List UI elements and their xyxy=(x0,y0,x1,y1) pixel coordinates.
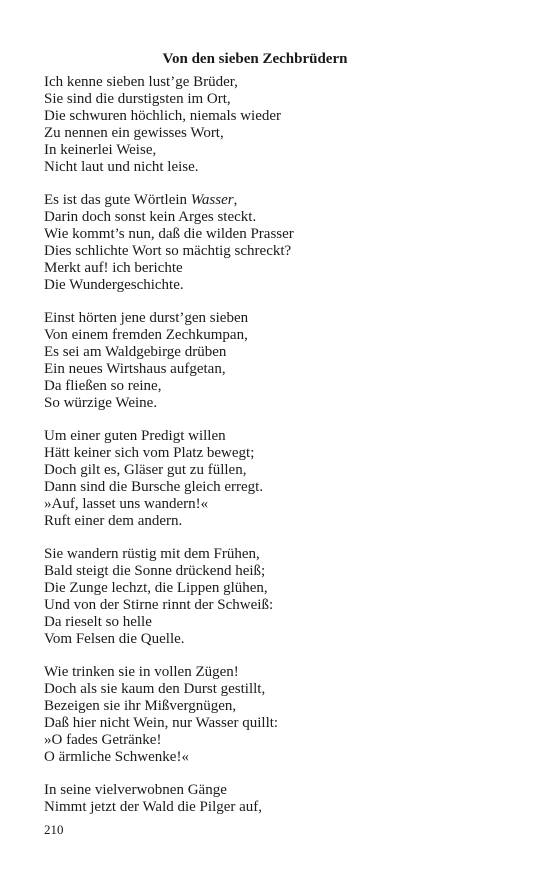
page-number: 210 xyxy=(44,822,64,837)
poem-line: Wie trinken sie in vollen Zügen! xyxy=(44,664,239,680)
poem-line: Die Zunge lechzt, die Lippen glühen, xyxy=(44,580,268,596)
poem-line: Doch gilt es, Gläser gut zu füllen, xyxy=(44,462,247,478)
poem-line: Einst hörten jene durst’gen sieben xyxy=(44,310,249,326)
poem-line: Darin doch sonst kein Arges steckt. xyxy=(44,209,257,225)
poem-line: Es sei am Waldgebirge drüben xyxy=(44,344,227,360)
poem-line: Dies schlichte Wort so mächtig schreckt? xyxy=(44,243,292,259)
poem-line: Ich kenne sieben lust’ge Brüder, xyxy=(44,74,238,90)
poem-line: Dann sind die Bursche gleich erregt. xyxy=(44,479,264,495)
poem-line: Ein neues Wirtshaus aufgetan, xyxy=(44,361,226,377)
poem-line: Hätt keiner sich vom Platz bewegt; xyxy=(44,445,255,461)
poem-line: Nicht laut und nicht leise. xyxy=(44,159,199,175)
poem-line-text: Es ist das gute Wörtlein xyxy=(44,192,191,208)
poem-line: Ruft einer dem andern. xyxy=(44,513,183,529)
poem-line: Doch als sie kaum den Durst gestillt, xyxy=(44,681,266,697)
poem-line: O ärmliche Schwenke!« xyxy=(44,749,189,765)
poem-line: Um einer guten Predigt willen xyxy=(44,428,226,444)
poem-body xyxy=(44,74,514,832)
stanza-5 xyxy=(44,546,514,648)
poem-line: Sie wandern rüstig mit dem Frühen, xyxy=(44,546,260,562)
poem-line: Da fließen so reine, xyxy=(44,378,162,394)
poem-line: Vom Felsen die Quelle. xyxy=(44,631,185,647)
poem-line: Bezeigen sie ihr Mißvergnügen, xyxy=(44,698,237,714)
poem-line: Zu nennen ein gewisses Wort, xyxy=(44,125,224,141)
stanza-7 xyxy=(44,782,514,816)
poem-line: »O fades Getränke! xyxy=(44,732,162,748)
poem-line: Und von der Stirne rinnt der Schweiß: xyxy=(44,597,274,613)
poem-line: Merkt auf! ich berichte xyxy=(44,260,183,276)
stanza-1 xyxy=(44,74,514,176)
stanza-3 xyxy=(44,310,514,412)
poem-line: Die Wundergeschichte. xyxy=(44,277,184,293)
poem-line: Die schwuren höchlich, niemals wieder xyxy=(44,108,282,124)
poem-line: Wie kommt’s nun, daß die wilden Prasser xyxy=(44,226,294,242)
poem-line-punctuation: , xyxy=(233,192,238,208)
poem-line: Daß hier nicht Wein, nur Wasser quillt: xyxy=(44,715,279,731)
poem-line xyxy=(44,192,514,209)
poem-line: In seine vielverwobnen Gänge xyxy=(44,782,227,798)
poem-line: Nimmt jetzt der Wald die Pilger auf, xyxy=(44,799,263,815)
poem-line: »Auf, lasset uns wandern!« xyxy=(44,496,209,512)
poem-line: Da rieselt so helle xyxy=(44,614,152,630)
stanza-6 xyxy=(44,664,514,766)
poem-line: Von einem fremden Zechkumpan, xyxy=(44,327,248,343)
poem-line: So würzige Weine. xyxy=(44,395,158,411)
stanza-4 xyxy=(44,428,514,530)
stanza-2 xyxy=(44,192,514,294)
poem-line: Bald steigt die Sonne drückend heiß; xyxy=(44,563,266,579)
poem-title: Von den sieben Zechbrüdern xyxy=(162,51,348,67)
poem-line: In keinerlei Weise, xyxy=(44,142,157,158)
poem-line: Sie sind die durstigsten im Ort, xyxy=(44,91,231,107)
emphasized-word: Wasser xyxy=(190,192,234,208)
